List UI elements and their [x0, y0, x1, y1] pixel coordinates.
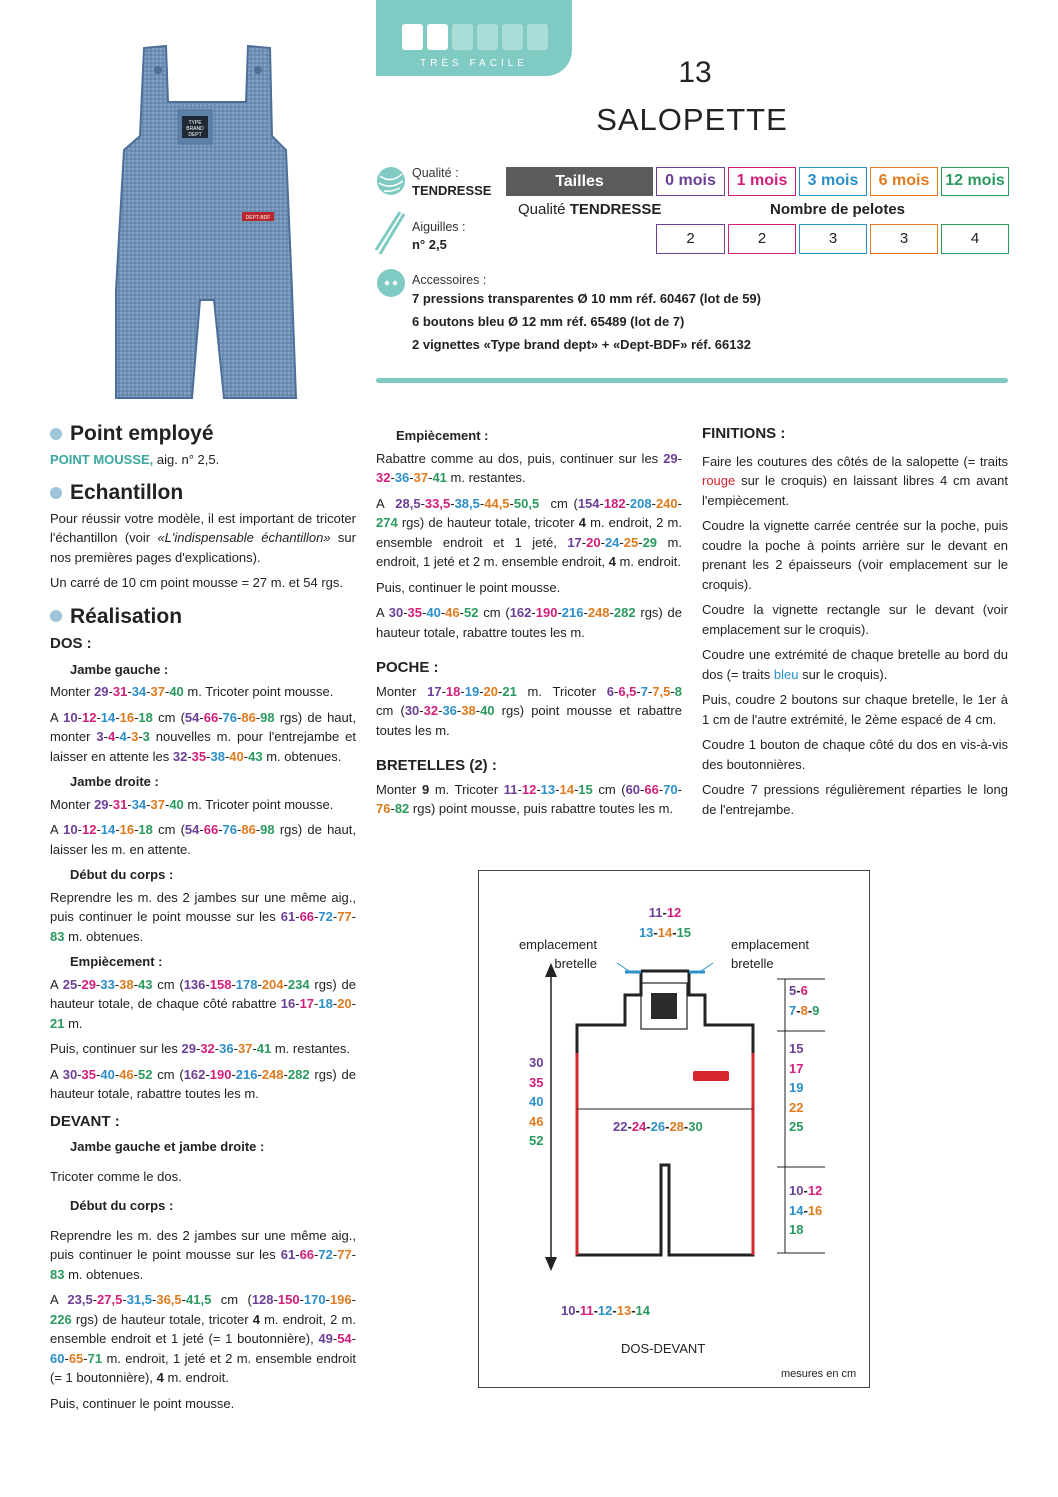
- patch-square-line: DEPT: [188, 132, 202, 138]
- measure-0-mois: 11: [648, 905, 663, 920]
- measure-3-mois: 7: [789, 1002, 797, 1018]
- instruction: Monter 9 m. Tricoter 11-12-13-14-15 cm (60-66-70-76-82 rgs) point mousse, puis rabattre toutes les m.: [376, 781, 682, 816]
- instruction: [702, 452, 1008, 511]
- bretelles-heading: BRETELLES (2) :: [376, 757, 497, 774]
- quality-row-label: [518, 201, 661, 218]
- measure-3-mois: 26: [650, 1119, 666, 1134]
- instruction: Monter 29-31-34-37-40 m. Tricoter point mousse.: [50, 796, 334, 812]
- units-note: mesures en cm: [781, 1368, 857, 1380]
- debut-corps-heading: Début du corps :: [70, 867, 174, 882]
- size-12-mois: 12 mois: [941, 167, 1009, 196]
- measure-12-mois: 14: [635, 1303, 650, 1318]
- measure-6-mois: 14: [657, 924, 673, 940]
- measure-1-mois: 24: [631, 1119, 647, 1134]
- heading-text: Réalisation: [70, 604, 183, 628]
- realisation-heading: [50, 604, 356, 628]
- measure-0-mois: 22: [613, 1119, 628, 1134]
- measure-12-mois: 30: [688, 1119, 703, 1134]
- measure-1-mois: 12: [807, 1183, 823, 1198]
- size-3-mois: 3 mois: [799, 167, 867, 196]
- body-width-measure: 22-24-26-28-30: [613, 1119, 703, 1134]
- bee-icon: [527, 24, 548, 50]
- bee-icon: [427, 24, 448, 50]
- measure-6-mois: 22: [789, 1099, 804, 1115]
- measure-0-mois: 10: [561, 1303, 576, 1318]
- total-height-measure: [529, 1053, 543, 1151]
- measure-1-mois: 12: [666, 905, 682, 920]
- quality-row-name: TENDRESSE: [569, 201, 662, 218]
- dos-heading: DOS :: [50, 635, 92, 652]
- pelotes-12-mois: 4: [941, 224, 1009, 254]
- pelotes-label: Nombre de pelotes: [770, 201, 906, 218]
- jambe-gauche-heading: Jambe gauche :: [70, 661, 169, 677]
- measure-3-mois: 13: [638, 924, 654, 940]
- bee-icon: [402, 24, 423, 50]
- instruction: Coudre 1 bouton de chaque côté du dos en vis-à-vis des boutonnières.: [702, 737, 1008, 772]
- instruction: Puis, continuer le point mousse.: [376, 579, 561, 595]
- measure-3-mois: 14: [789, 1202, 804, 1218]
- diagram-caption: DOS-DEVANT: [621, 1341, 706, 1356]
- accessory-item: 7 pressions transparentes Ø 10 mm réf. 60467 (lot de 59): [412, 291, 761, 306]
- empiecement-heading: Empiècement :: [70, 954, 163, 969]
- measure-0-mois: 5: [789, 983, 797, 998]
- point-text: [50, 450, 356, 470]
- patch-square-line: BRAND: [186, 126, 204, 132]
- column-middle: [376, 426, 682, 825]
- pelotes-6-mois: 3: [870, 224, 938, 254]
- label-emplacement-bretelle-right: [731, 935, 831, 973]
- instruction: Rabattre comme au dos, puis, continuer sur les 29-32-36-37-41 m. restantes.: [376, 450, 682, 485]
- instruction: Coudre la vignette rectangle sur le devant (voir emplacement sur le croquis).: [702, 602, 1008, 637]
- label-line: bretelle: [554, 956, 597, 971]
- label-line: bretelle: [731, 956, 774, 971]
- top-width-measure: 11-12 13-14-15: [638, 905, 692, 940]
- needles-label: Aiguilles :: [412, 220, 466, 234]
- echantillon-text: [50, 509, 356, 568]
- poche-heading: POCHE :: [376, 659, 439, 676]
- instruction: Monter 17-18-19-20-21 m. Tricoter 6-6,5-7-7,5-8 cm (30-32-36-38-40 rgs) point mousse et rabattre toutes les m.: [376, 683, 682, 738]
- column-left: [50, 424, 356, 1419]
- strap-height-measure: 5-6 7-8-9: [789, 983, 820, 1018]
- pattern-diagram: [478, 870, 870, 1388]
- page-title: SALOPETTE: [596, 102, 788, 137]
- measure-6-mois: 13: [616, 1303, 632, 1318]
- instruction: A 30-35-40-46-52 cm (162-190-216-248-282 rgs) de hauteur totale, rabattre toutes les m.: [50, 1066, 356, 1101]
- needles-value: n° 2,5: [412, 237, 447, 252]
- text-italic: «L'indispensable échantillon»: [157, 530, 331, 545]
- jambe-droite-heading: Jambe droite :: [70, 774, 159, 789]
- button-icon: [376, 268, 406, 298]
- instruction: Puis, coudre 2 boutons sur chaque bretelle, le 1er à 1 cm de l'autre extrémité, le 2ème espacé de 4 cm.: [702, 692, 1008, 727]
- text-part: Faire les coutures des côtés de la salopette (= traits: [702, 453, 1008, 469]
- section-divider: [376, 378, 1008, 383]
- measure-3-mois: 12: [597, 1303, 613, 1318]
- text-part: Coudre une extrémité de chaque bretelle au bord du dos (= traits: [702, 647, 1008, 682]
- echantillon-heading: [50, 483, 356, 503]
- difficulty-badge: [376, 0, 572, 76]
- measure-1-mois: 11: [579, 1303, 594, 1318]
- text-part: sur le croquis) en laissant libres 4 cm avant l'empiècement.: [702, 473, 1008, 508]
- text-part: sur nos premières pages d'explications).: [50, 530, 356, 565]
- point-name: POINT MOUSSE,: [50, 451, 154, 467]
- measure-12-mois: 52: [529, 1133, 544, 1148]
- overalls-photo: [96, 40, 318, 402]
- difficulty-label: TRÈS FACILE: [420, 58, 528, 69]
- bee-icon: [477, 24, 498, 50]
- instruction: Tricoter comme le dos.: [50, 1168, 182, 1184]
- point-employe-heading: [50, 424, 356, 444]
- devant-jambes-heading: Jambe gauche et jambe droite :: [70, 1139, 265, 1154]
- bee-icon: [502, 24, 523, 50]
- heading-text: Echantillon: [70, 481, 184, 504]
- patch-rect-text: DEPT-BDF: [245, 215, 271, 221]
- text-part: sur le croquis).: [798, 666, 888, 682]
- pelotes-1-mois: 2: [728, 224, 796, 254]
- label-line: emplacement: [518, 937, 597, 952]
- measure-12-mois: 25: [789, 1119, 804, 1134]
- text-part: Pour réussir votre modèle, il est important de tricoter l'échantillon (voir: [50, 510, 356, 545]
- needles-icon: [374, 210, 408, 256]
- measure-3-mois: 19: [789, 1080, 804, 1095]
- measure-6-mois: 8: [800, 1002, 808, 1018]
- instruction: Puis, continuer le point mousse.: [50, 1395, 235, 1411]
- measure-0-mois: 30: [529, 1055, 544, 1070]
- instruction: Monter 29-31-34-37-40 m. Tricoter point mousse.: [50, 684, 334, 699]
- body-height-measure: [789, 1039, 803, 1137]
- instruction: Reprendre les m. des 2 jambes sur une même aig., puis continuer le point mousse sur les 61-66-72-77-83 m. obtenues.: [50, 889, 356, 944]
- page-number: 13: [678, 56, 712, 89]
- instruction: Coudre 7 pressions régulièrement réparties le long de l'entrejambe.: [702, 782, 1008, 817]
- measure-0-mois: 10: [789, 1183, 804, 1198]
- measure-6-mois: 16: [807, 1202, 823, 1218]
- bee-icon: [452, 24, 473, 50]
- empiecement-heading: Empiècement :: [396, 428, 489, 443]
- red-word: rouge: [702, 473, 736, 488]
- blue-word: bleu: [773, 666, 799, 682]
- measure-12-mois: 15: [676, 924, 692, 940]
- accessories-label: Accessoires :: [412, 273, 487, 287]
- instruction: A 25-29-33-38-43 cm (136-158-178-204-234 rgs) de hauteur totale, de chaque côté rabattre 16-17-18-20-21 m.: [50, 976, 356, 1031]
- devant-debut-corps-heading: Début du corps :: [70, 1198, 174, 1213]
- finitions-heading: FINITIONS :: [702, 425, 786, 442]
- instruction: A 10-12-14-16-18 cm (54-66-76-86-98 rgs) de haut, laisser les m. en attente.: [50, 822, 356, 857]
- measure-1-mois: 35: [529, 1074, 544, 1090]
- measure-6-mois: 46: [529, 1113, 544, 1129]
- pelotes-3-mois: 3: [799, 224, 867, 254]
- column-right: [702, 424, 1008, 825]
- yarn-ball-icon: [376, 166, 406, 196]
- size-0-mois: 0 mois: [656, 167, 725, 196]
- pelotes-0-mois: 2: [656, 224, 725, 254]
- bullet-icon: [50, 428, 62, 440]
- accessory-item: 2 vignettes «Type brand dept» + «Dept-BDF» réf. 66132: [412, 337, 751, 352]
- sizes-table-header: Tailles: [506, 167, 653, 196]
- label-emplacement-bretelle-left: [505, 935, 597, 973]
- size-6-mois: 6 mois: [870, 167, 938, 196]
- quality-value: TENDRESSE: [412, 183, 492, 198]
- measure-12-mois: 9: [812, 1002, 820, 1018]
- measure-0-mois: 15: [789, 1041, 804, 1056]
- leg-height-measure: 10-12 14-16 18: [789, 1181, 822, 1240]
- instruction: A 28,5-33,5-38,5-44,5-50,5 cm (154-182-208-240-274 rgs) de hauteur totale, tricoter 4 m. endroit, 2 m. ensemble endroit et 1 jeté, 17-20-24-25-29 m. endroit, 1 jeté et 2 m. ensemble endroit, 4 m. endroit.: [376, 495, 682, 569]
- difficulty-icons: [402, 24, 548, 50]
- devant-heading: DEVANT :: [50, 1112, 120, 1130]
- quality-row-prefix: Qualité: [518, 201, 570, 218]
- instruction: A 23,5-27,5-31,5-36,5-41,5 cm (128-150-170-196-226 rgs) de hauteur totale, tricoter 4 m. endroit, 2 m. ensemble endroit et 1 jeté (= 1 boutonnière), 49-54-60-65-71 m. endroit, 1 jeté et 2 m. ensemble endroit (= 1 boutonnière), 4 m. endroit.: [50, 1292, 356, 1385]
- patch-square-line: TYPE: [188, 120, 202, 126]
- label-line: emplacement: [731, 937, 810, 952]
- quality-label: Qualité :: [412, 166, 459, 180]
- measure-3-mois: 40: [529, 1094, 544, 1109]
- instruction: Puis, continuer sur les 29-32-36-37-41 m. restantes.: [50, 1041, 350, 1056]
- leg-width-measure: 10-11-12-13-14: [561, 1303, 650, 1318]
- point-rest: aig. n° 2,5.: [153, 451, 220, 467]
- instruction: [702, 645, 1008, 684]
- accessory-item: 6 boutons bleu Ø 12 mm réf. 65489 (lot de 7): [412, 314, 685, 329]
- echantillon-gauge: Un carré de 10 cm point mousse = 27 m. et 54 rgs.: [50, 575, 344, 590]
- measure-6-mois: 28: [669, 1119, 684, 1134]
- measure-12-mois: 18: [789, 1222, 804, 1237]
- instruction: Coudre la vignette carrée centrée sur la poche, puis coudre la poche à points arrière sur le devant en prenant les 2 épaisseurs (voir emplacement sur le croquis).: [702, 518, 1008, 592]
- size-1-mois: 1 mois: [728, 167, 796, 196]
- bullet-icon: [50, 610, 62, 622]
- instruction: Reprendre les m. des 2 jambes sur une même aig., puis continuer le point mousse sur les 61-66-72-77-83 m. obtenues.: [50, 1227, 356, 1282]
- bullet-icon: [50, 487, 62, 499]
- measure-1-mois: 17: [789, 1060, 804, 1076]
- instruction: A 10-12-14-16-18 cm (54-66-76-86-98 rgs) de haut, monter 3-4-4-3-3 nouvelles m. pour l'entrejambe et laisser en attente les 32-35-38-40-43 m. obtenues.: [50, 709, 356, 764]
- measure-1-mois: 6: [800, 983, 808, 998]
- heading-text: Point employé: [70, 422, 214, 445]
- instruction: A 30-35-40-46-52 cm (162-190-216-248-282 rgs) de hauteur totale, rabattre toutes les m.: [376, 605, 682, 640]
